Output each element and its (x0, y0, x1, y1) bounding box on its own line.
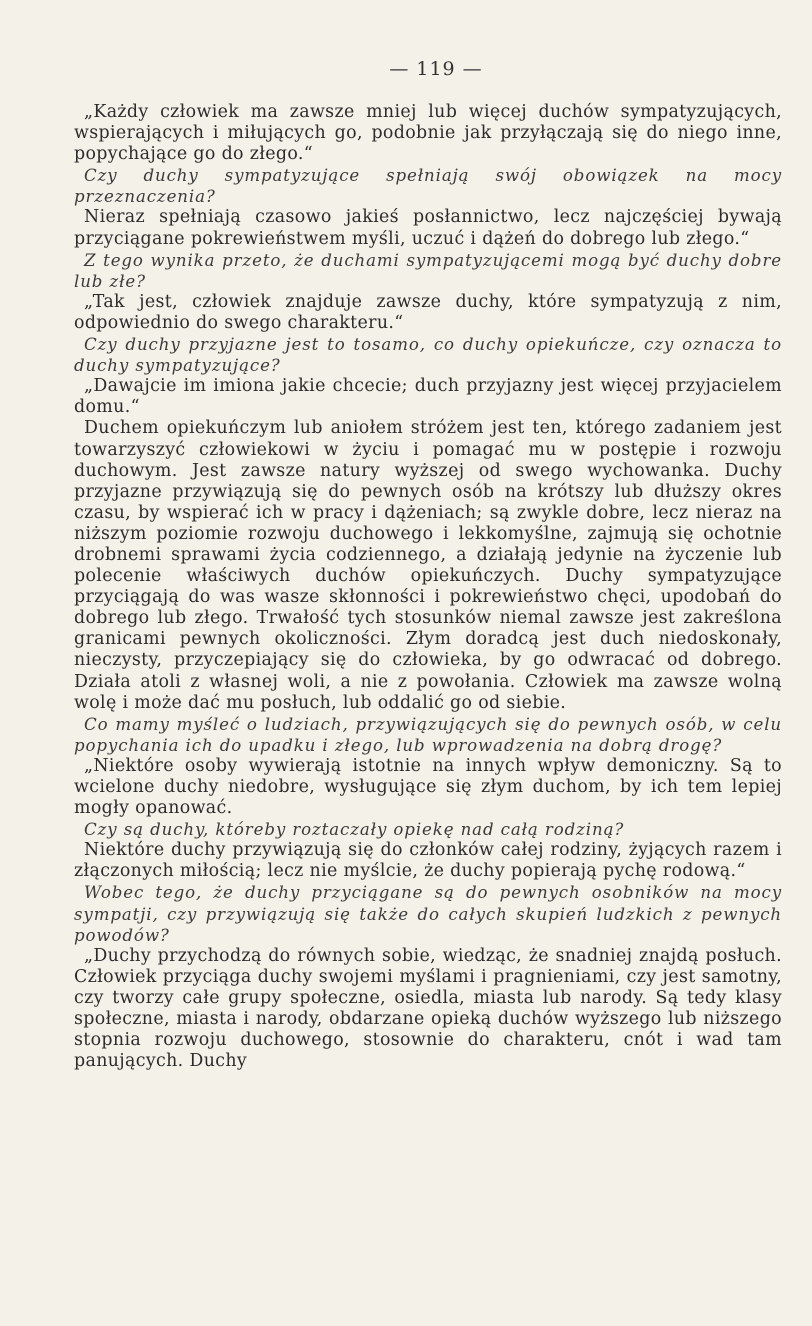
page-number: — 119 — (389, 58, 483, 80)
question: Czy duchy sympatyzujące spełniają swój obowiązek na mocy przeznaczenia? (74, 166, 782, 207)
question: Wobec tego, że duchy przyciągane są do pewnych osobników na mocy sympatji, czy przywiązują się także do całych skupień ludzkich z pewnych powodów? (74, 883, 782, 945)
question: Czy są duchy, któreby roztaczały opiekę nad całą rodziną? (84, 820, 625, 840)
paragraph: Duchem opiekuńczym lub aniołem stróżem jest ten, którego zadaniem jest towarzyszyć człowiekowi w życiu i pomagać mu w postępie i rozwoju duchowym. Jest zawsze natury wyższej od swego wychowanka. Duchy przyjazne przywiązują się do pewnych osób na krótszy lub dłuższy okres czasu, by wspierać ich w pracy i dążeniach; są zwykle dobre, lecz nieraz na niższym poziomie rozwoju duchowego i lekkomyślne, zajmują się ochotnie drobnemi sprawami życia codziennego, a działają jedynie na życzenie lub polecenie właściwych duchów opiekuńczych. Duchy sympatyzujące przyciągają do was wasze skłonności i pokrewieństwo chęci, upodobań do dobrego lub złego. Trwałość tych stosunków niemal zawsze jest zakreślona granicami pewnych okoliczności. Złym doradcą jest duch niedoskonały, nieczysty, przyczepiający się do człowieka, by go odwracać od dobrego. Działa atoli z własnej woli, a nie z powołania. Człowiek ma zawsze wolną wolę i może dać mu posłuch, lub oddalić go od siebie. (74, 418, 782, 713)
question: Z tego wynika przeto, że duchami sympatyzującemi mogą być duchy dobre lub złe? (74, 250, 782, 291)
paragraph: „Niektóre osoby wywierają istotnie na innych wpływ demoniczny. Są to wcielone duchy niedobre, wysługujące się złym duchom, by ich tem lepiej mogły opanować. (74, 755, 782, 819)
paragraph: „Dawajcie im imiona jakie chcecie; duch przyjazny jest więcej przyjacielem domu.“ (74, 376, 782, 418)
body-text (74, 102, 782, 1072)
paragraph: Nieraz spełniają czasowo jakieś posłannictwo, lecz najczęściej bywają przyciągane pokrewieństwem myśli, uczuć i dążeń do dobrego lub złego.“ (74, 207, 782, 249)
paragraph: Niektóre duchy przywiązują się do członków całej rodziny, żyjących razem i złączonych miłością; lecz nie myślcie, że duchy popierają pychę rodową.“ (74, 840, 782, 882)
paragraph: „Każdy człowiek ma zawsze mniej lub więcej duchów sympatyzujących, wspierających i miłujących go, podobnie jak przyłączają się do niego inne, popychające go do złego.“ (74, 102, 782, 165)
question: Co mamy myśleć o ludziach, przywiązujących się do pewnych osób, w celu popychania ich do upadku i złego, lub wprowadzenia na dobrą drogę? (74, 714, 782, 755)
paragraph: „Duchy przychodzą do równych sobie, wiedząc, że snadniej znajdą posłuch. Człowiek przyciąga duchy swojemi myślami i pragnieniami, czy jest samotny, czy tworzy całe grupy społeczne, osiedla, miasta lub narody. Są tedy klasy społeczne, miasta i narody, obdarzane opieką duchów wyższego lub niższego stopnia rozwoju duchowego, stosownie do charakteru, cnót i wad tam panujących. Duchy (74, 945, 782, 1072)
paragraph: „Tak jest, człowiek znajduje zawsze duchy, które sympatyzują z nim, odpowiednio do swego charakteru.“ (74, 291, 782, 333)
question: Czy duchy przyjazne jest to tosamo, co duchy opiekuńcze, czy oznacza to duchy sympatyzujące? (74, 335, 782, 376)
